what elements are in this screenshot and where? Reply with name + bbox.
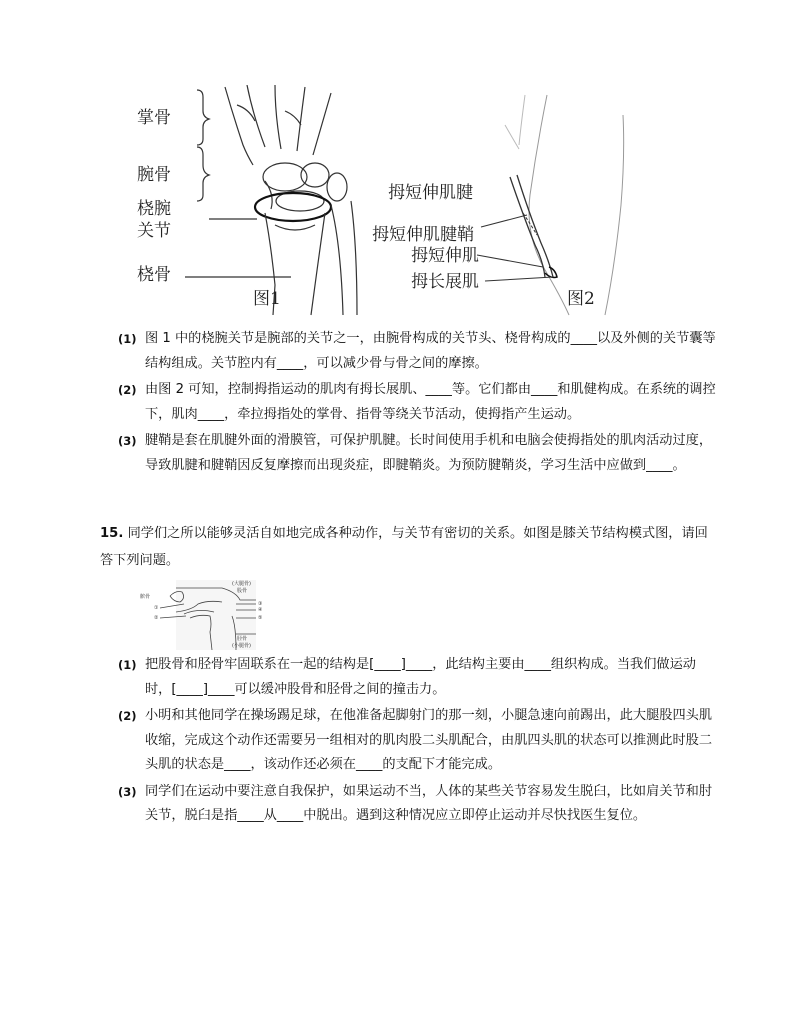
q15-parts — [118, 653, 718, 831]
q14-part-2 — [118, 378, 718, 427]
part-number: (3) — [118, 784, 137, 799]
part-text: 把股骨和胫骨牢固联系在一起的结构是[____]____，此结构主要由____组织构成。当我们做运动时，[____]____可以缓冲股骨和胫骨之间的撞击力。 — [145, 657, 696, 697]
label-metacarpals: 掌骨 — [137, 108, 171, 128]
label-epb-tendon-sheath: 拇短伸肌腱鞘 — [372, 225, 474, 245]
label-marker-4: ④ — [258, 607, 263, 613]
label-femur: 股骨 — [237, 588, 248, 594]
label-carpals: 腕骨 — [137, 165, 171, 185]
label-apl-muscle: 拇长展肌 — [411, 272, 479, 292]
figure2-caption: 图2 — [567, 289, 595, 309]
label-marker-2: ② — [154, 615, 159, 621]
part-text: 同学们在运动中要注意自我保护，如果运动不当，人体的某些关节容易发生脱臼，比如肩关节和肘关节，脱臼是指____从____中脱出。遇到这种情况应立即停止运动并尽快找医生复位。 — [145, 783, 713, 823]
q15-part-1 — [118, 653, 718, 702]
q14-part-3 — [118, 429, 718, 478]
label-radiocarpal-line2: 关节 — [137, 221, 171, 241]
q14-parts — [118, 327, 718, 480]
label-marker-5: ⑤ — [258, 615, 263, 621]
part-number: (3) — [118, 434, 137, 448]
part-text: 腱鞘是套在肌腱外面的滑膜管，可保护肌腱。长时间使用手机和电脑会使拇指处的肌肉活动过度，导致肌腱和腱鞘因反复摩擦而出现炎症，即腱鞘炎。为预防腱鞘炎，学习生活中应做到____。 — [145, 433, 713, 473]
knee-joint-figure — [140, 580, 265, 650]
question-stem: 同学们之所以能够灵活自如地完成各种动作，与关节有密切的关系。如图是膝关节结构模式图，请回答下列问题。 — [100, 526, 708, 568]
part-number: (1) — [118, 658, 137, 672]
part-number: (1) — [118, 332, 137, 346]
label-tibia: 胫骨 — [237, 636, 248, 642]
label-radiocarpal-line1: 桡腕 — [137, 199, 171, 219]
label-marker-3: ③ — [258, 601, 263, 607]
question-number: 15. — [100, 526, 124, 541]
q14-part-1 — [118, 327, 718, 376]
part-number: (2) — [118, 709, 137, 723]
figure-drawings — [125, 85, 645, 317]
part-text: 由图 2 可知，控制拇指运动的肌肉有拇长展肌、____等。它们都由____和肌健构成。在系统的调控下，肌肉____，牵拉拇指处的掌骨、指骨等绕关节活动，使拇指产生运动。 — [145, 382, 716, 422]
q15-part-2 — [118, 704, 718, 778]
label-radius: 桡骨 — [137, 265, 171, 285]
figure1-caption: 图1 — [253, 289, 281, 309]
label-thighbone: (大腿骨) — [232, 581, 251, 587]
part-text: 小明和其他同学在操场踢足球，在他准备起脚射门的那一刻，小腿急速向前踢出，此大腿股四头肌收缩，完成这个动作还需要另一组相对的肌肉股二头肌配合，由肌四头肌的状态可以推测此时股二头肌的状态是____，该动作还必须在____的支配下才能完成。 — [145, 708, 713, 772]
label-marker-1: ① — [154, 605, 159, 611]
q15-stem — [100, 520, 715, 574]
figure-wrist-and-thumb — [125, 85, 645, 317]
label-epb-tendon: 拇短伸肌腱 — [388, 183, 473, 203]
label-epb-muscle: 拇短伸肌 — [411, 246, 479, 266]
label-patella: 髌骨 — [140, 594, 151, 600]
part-text: 图 1 中的桡腕关节是腕部的关节之一，由腕骨构成的关节头、桡骨构成的____以及外侧的关节囊等结构组成。关节腔内有____，可以减少骨与骨之间的摩擦。 — [145, 331, 716, 371]
part-number: (2) — [118, 383, 137, 397]
label-shinbone: (小腿骨) — [232, 643, 251, 649]
q15-part-3 — [118, 780, 718, 829]
